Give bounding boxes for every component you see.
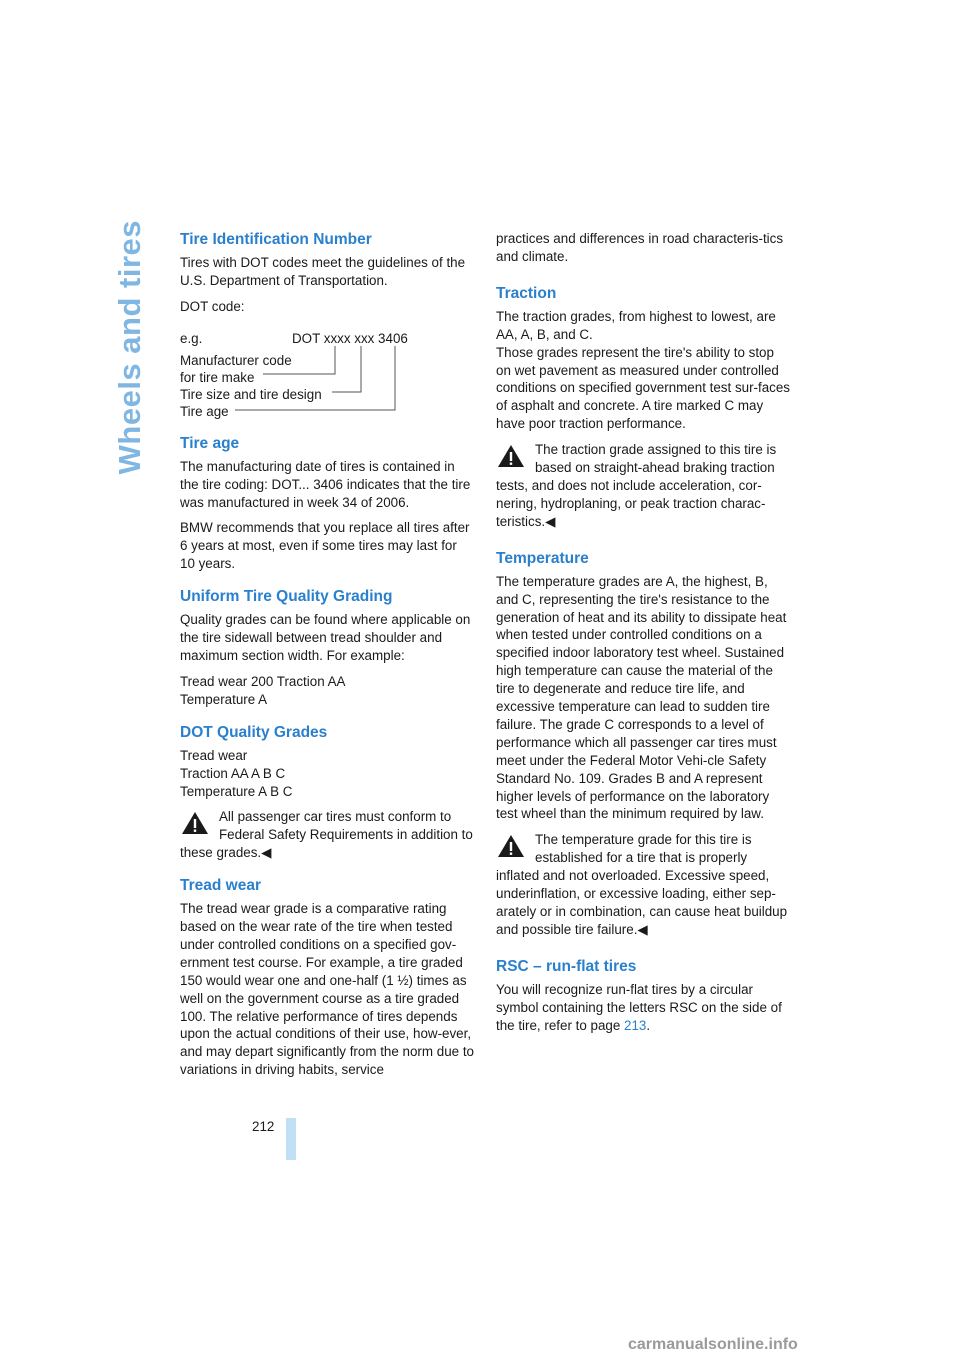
- section-utqg: [180, 587, 474, 709]
- tin-paragraph-2: DOT code:: [180, 298, 245, 314]
- heading-tread-wear: Tread wear: [180, 877, 261, 895]
- warning-note-traction: [496, 441, 790, 531]
- rsc-paragraph: [496, 981, 790, 1035]
- section-dot-grades: [180, 723, 474, 862]
- diagram-dot-code: DOT xxxx xxx 3406: [292, 330, 408, 346]
- warning-triangle-icon: [496, 833, 526, 859]
- warning-note-temperature: [496, 831, 790, 938]
- section-rsc: [496, 957, 790, 1035]
- section-tire-identification: [180, 230, 474, 420]
- footer-watermark: carmanualsonline.info: [628, 1336, 798, 1353]
- diagram-manufacturer-line1: Manufacturer code: [180, 352, 292, 368]
- warning-note-dot-grades: [180, 808, 474, 862]
- section-tread-wear: [180, 876, 474, 1079]
- warning-triangle-icon: [496, 443, 526, 469]
- rsc-page-link[interactable]: 213: [624, 1017, 647, 1033]
- tread-wear-paragraph: The tread wear grade is a comparative rating based on the wear rate of the tire when tested under controlled conditions on a specified gov-ernment test course. For example, a tire graded 150 would wear one and one-half (1 ½) times as well on the government course as a tire graded 100. The relative performance of tires depends upon the actual conditions of their use, how-ever, and may depart significantly from the norm due to variations in driving habits, service: [180, 901, 474, 1078]
- dot-grades-line1: Tread wear: [180, 747, 248, 763]
- tread-wear-continuation: practices and differences in road characteris-tics and climate.: [496, 231, 784, 264]
- right-column: [496, 230, 790, 1049]
- temperature-paragraph: The temperature grades are A, the highest, B, and C, representing the tire's resistance to the generation of heat and its ability to dissipate heat when tested under controlled conditions on a specified indoor laboratory test wheel. Sustained high temperature can cause the material of the tire to degenerate and reduce tire life, and excessive temperature can lead to sudden tire failure. The grade C corresponds to a level of performance which all passenger car tires must meet under the Federal Motor Vehi-cle Safety Standard No. 109. Grades B and A represent higher levels of performance on the laboratory test wheel than the minimum required by law.: [496, 573, 787, 822]
- diagram-age-label: Tire age: [180, 403, 229, 419]
- page-number-bar: [286, 1118, 296, 1160]
- heading-traction: Traction: [496, 284, 557, 302]
- section-temperature: [496, 549, 790, 939]
- tire-age-paragraph-1: The manufacturing date of tires is contained in the tire coding: DOT... 3406 indicates that the tire was manufactured in week 34 of 2006.: [180, 458, 471, 510]
- traction-paragraph-2: Those grades represent the tire's ability to stop on wet pavement as measured under controlled conditions on specified government test sur-faces of asphalt and concrete. A tire marked C may have poor traction performance.: [496, 344, 791, 432]
- rsc-text-end: .: [646, 1017, 651, 1033]
- warning-triangle-icon: [180, 810, 210, 836]
- dot-grades-line2: Traction AA A B C: [180, 765, 286, 781]
- diagram-size-label: Tire size and tire design: [180, 386, 322, 402]
- traction-paragraph-1: The traction grades, from highest to lowest, are AA, A, B, and C.: [496, 308, 776, 342]
- tire-age-paragraph-2: BMW recommends that you replace all tires after 6 years at most, even if some tires may last for 10 years.: [180, 520, 470, 572]
- diagram-manufacturer-line2: for tire make: [180, 369, 255, 385]
- dot-grades-line3: Temperature A B C: [180, 783, 293, 799]
- heading-utqg: Uniform Tire Quality Grading: [180, 588, 393, 606]
- utqg-example-line1: Tread wear 200 Traction AA: [180, 673, 346, 689]
- rsc-text: You will recognize run-flat tires by a circular symbol containing the letters RSC on the side of the tire, refer to page: [496, 981, 782, 1033]
- diagram-eg-label: e.g.: [180, 330, 203, 346]
- left-column: [180, 230, 474, 1093]
- warning-text-dot-grades: All passenger car tires must conform to Federal Safety Requirements in addition to these grades.◀: [180, 809, 473, 861]
- side-tab-title: Wheels and tires: [112, 220, 147, 475]
- heading-temperature: Temperature: [496, 549, 589, 567]
- page-number: 212: [252, 1119, 275, 1134]
- utqg-example-line2: Temperature A: [180, 691, 268, 707]
- heading-dot-grades: DOT Quality Grades: [180, 723, 328, 741]
- section-tire-age: [180, 434, 474, 573]
- warning-text-traction: The traction grade assigned to this tire is based on straight-ahead braking traction tests, and does not include acceleration, cor-nering, hydroplaning, or peak traction charac-teristics.◀: [496, 442, 777, 529]
- heading-tire-identification: Tire Identification Number: [180, 231, 372, 248]
- dot-code-diagram: [180, 330, 474, 420]
- utqg-paragraph-1: Quality grades can be found where applicable on the tire sidewall between tread shoulder and maximum section width. For example:: [180, 612, 471, 663]
- heading-tire-age: Tire age: [180, 434, 240, 452]
- warning-text-temperature: The temperature grade for this tire is established for a tire that is properly inflated and not overloaded. Excessive speed, underinflation, or excessive loading, either sep-arately or in combination, can cause heat buildup and possible tire failure.◀: [496, 832, 788, 937]
- section-traction: [496, 284, 790, 531]
- heading-rsc: RSC – run-flat tires: [496, 957, 637, 975]
- tin-paragraph-1: Tires with DOT codes meet the guidelines of the U.S. Department of Transportation.: [180, 255, 466, 288]
